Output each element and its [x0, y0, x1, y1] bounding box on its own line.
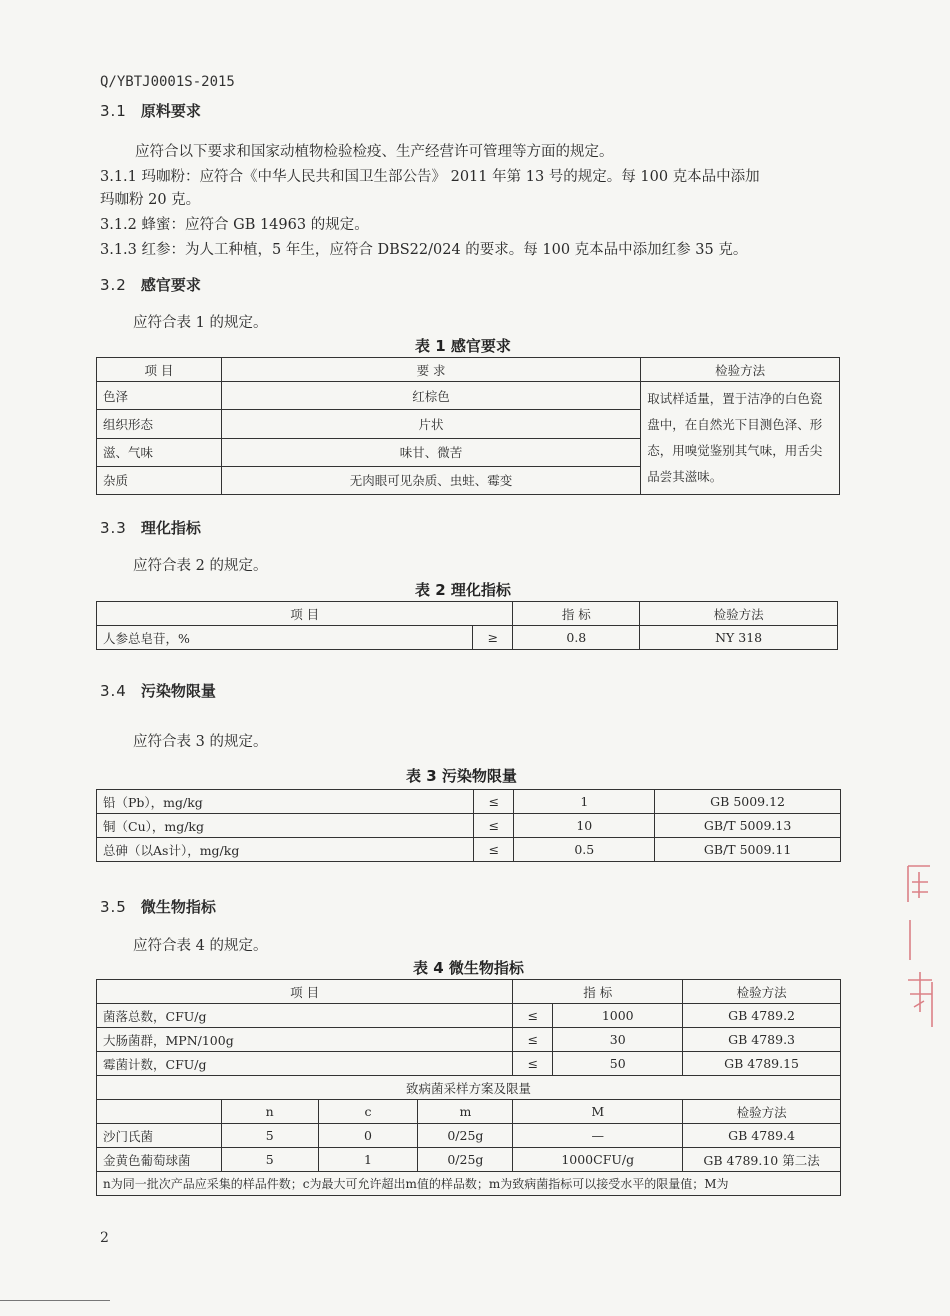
table-3-caption: 表 3 污染物限量 [406, 767, 517, 785]
row-requirement: 无肉眼可见杂质、虫蛀、霉变 [221, 466, 640, 494]
header-method: 检验方法 [641, 358, 840, 382]
row-item: 铅（Pb），mg/kg [97, 790, 474, 814]
item-3-1-1-line1: 3.1.1 玛咖粉：应符合《中华人民共和国卫生部公告》 2011 年第 13 号的规定。每 100 克本品中添加 [100, 169, 760, 185]
document-code: Q/YBTJ0001S-2015 [100, 74, 235, 90]
pathogen-row [97, 1148, 841, 1172]
table-header-row [97, 358, 840, 382]
header-index: 指 标 [513, 980, 683, 1004]
pathogen-header-c: c [318, 1100, 418, 1124]
table-row [97, 382, 840, 410]
pathogen-header-row [97, 1100, 841, 1124]
row-item: 菌落总数，CFU/g [97, 1004, 513, 1028]
header-index: 指 标 [513, 602, 640, 626]
row-item: 铜（Cu），mg/kg [97, 814, 474, 838]
row-value: 0.8 [513, 626, 640, 650]
row-operator: ≤ [474, 814, 514, 838]
row-item: 组织形态 [97, 410, 222, 438]
row-method: NY 318 [640, 626, 838, 650]
section-label: 微生物指标 [140, 898, 216, 916]
pathogen-row [97, 1124, 841, 1148]
row-operator: ≤ [513, 1004, 553, 1028]
header-method: 检验方法 [683, 980, 841, 1004]
section-3-3-heading [100, 517, 201, 538]
table-row [97, 1052, 841, 1076]
table-1-sensory [96, 357, 840, 495]
pathogen-M: — [513, 1124, 683, 1148]
section-3-4-intro: 应符合表 3 的规定。 [133, 734, 268, 750]
table-row [97, 838, 841, 862]
pathogen-c: 1 [318, 1148, 418, 1172]
pathogen-M: 1000CFU/g [513, 1148, 683, 1172]
pathogen-method: GB 4789.10 第二法 [683, 1148, 841, 1172]
pathogen-method: GB 4789.4 [683, 1124, 841, 1148]
section-3-1-heading [100, 100, 201, 121]
section-number: 3.1 [100, 102, 127, 120]
table-4-caption: 表 4 微生物指标 [413, 959, 524, 977]
section-label: 感官要求 [140, 276, 201, 294]
pathogen-title-row [97, 1076, 841, 1100]
table-1-caption: 表 1 感官要求 [415, 337, 511, 355]
row-value: 1 [514, 790, 655, 814]
section-number: 3.2 [100, 276, 127, 294]
row-operator: ≤ [474, 838, 514, 862]
row-item: 滋、气味 [97, 438, 222, 466]
row-requirement: 味甘、微苦 [221, 438, 640, 466]
table-row [97, 1028, 841, 1052]
pathogen-title: 致病菌采样方案及限量 [97, 1076, 841, 1100]
item-3-1-3: 3.1.3 红参：为人工种植，5 年生，应符合 DBS22/024 的要求。每 100 克本品中添加红参 35 克。 [100, 242, 748, 258]
section-3-4-heading [100, 680, 216, 701]
section-3-5-heading [100, 896, 216, 917]
section-3-2-heading [100, 274, 201, 295]
table-note: n为同一批次产品应采集的样品件数；c为最大可允许超出m值的样品数；m为致病菌指标可以接受水平的限量值；M为 [97, 1172, 841, 1196]
row-operator: ≥ [473, 626, 513, 650]
row-item: 人参总皂苷，% [97, 626, 473, 650]
table-header-row [97, 980, 841, 1004]
table-3-contaminants [96, 789, 841, 862]
section-number: 3.5 [100, 898, 127, 916]
row-item: 杂质 [97, 466, 222, 494]
row-method: GB/T 5009.11 [655, 838, 841, 862]
section-number: 3.3 [100, 519, 127, 537]
row-value: 50 [553, 1052, 683, 1076]
pathogen-header-n: n [221, 1100, 318, 1124]
pathogen-m: 0/25g [418, 1124, 513, 1148]
table-4-microbial [96, 979, 841, 1196]
section-3-2-intro: 应符合表 1 的规定。 [133, 315, 268, 331]
row-item: 大肠菌群，MPN/100g [97, 1028, 513, 1052]
header-item: 项 目 [97, 358, 222, 382]
table-row [97, 814, 841, 838]
section-number: 3.4 [100, 682, 127, 700]
row-item: 霉菌计数，CFU/g [97, 1052, 513, 1076]
row-operator: ≤ [474, 790, 514, 814]
table-header-row [97, 602, 838, 626]
row-item: 色泽 [97, 382, 222, 410]
pathogen-n: 5 [221, 1148, 318, 1172]
row-requirement: 片状 [221, 410, 640, 438]
row-value: 10 [514, 814, 655, 838]
pathogen-name: 金黄色葡萄球菌 [97, 1148, 222, 1172]
pathogen-m: 0/25g [418, 1148, 513, 1172]
row-item: 总砷（以As计），mg/kg [97, 838, 474, 862]
header-requirement: 要 求 [221, 358, 640, 382]
row-operator: ≤ [513, 1052, 553, 1076]
page-number: 2 [100, 1230, 109, 1246]
sensory-method: 取试样适量，置于洁净的白色瓷盘中，在自然光下目测色泽、形态，用嗅觉鉴别其气味，用舌尖品尝其滋味。 [641, 382, 840, 495]
section-3-3-intro: 应符合表 2 的规定。 [133, 558, 268, 574]
header-item: 项 目 [97, 980, 513, 1004]
pathogen-n: 5 [221, 1124, 318, 1148]
row-value: 0.5 [514, 838, 655, 862]
table-row [97, 626, 838, 650]
item-3-1-1-line2: 玛咖粉 20 克。 [100, 192, 201, 208]
section-label: 原料要求 [140, 102, 201, 120]
section-3-5-intro: 应符合表 4 的规定。 [133, 938, 268, 954]
row-method: GB/T 5009.13 [655, 814, 841, 838]
section-label: 理化指标 [140, 519, 201, 537]
pathogen-header-blank [97, 1100, 222, 1124]
row-method: GB 4789.2 [683, 1004, 841, 1028]
row-method: GB 4789.15 [683, 1052, 841, 1076]
pathogen-name: 沙门氏菌 [97, 1124, 222, 1148]
header-item: 项 目 [97, 602, 513, 626]
table-2-physchem [96, 601, 838, 650]
pathogen-header-m: m [418, 1100, 513, 1124]
table-row [97, 1004, 841, 1028]
section-label: 污染物限量 [140, 682, 216, 700]
row-operator: ≤ [513, 1028, 553, 1052]
pathogen-c: 0 [318, 1124, 418, 1148]
table-2-caption: 表 2 理化指标 [415, 581, 511, 599]
row-value: 30 [553, 1028, 683, 1052]
row-value: 1000 [553, 1004, 683, 1028]
section-3-1-intro: 应符合以下要求和国家动植物检验检疫、生产经营许可管理等方面的规定。 [135, 144, 614, 160]
seal-stamp-icon [902, 862, 942, 1032]
table-row [97, 790, 841, 814]
footer-rule [0, 1300, 110, 1301]
item-3-1-2: 3.1.2 蜂蜜：应符合 GB 14963 的规定。 [100, 217, 369, 233]
row-method: GB 5009.12 [655, 790, 841, 814]
row-method: GB 4789.3 [683, 1028, 841, 1052]
note-row [97, 1172, 841, 1196]
row-requirement: 红棕色 [221, 382, 640, 410]
pathogen-header-method: 检验方法 [683, 1100, 841, 1124]
pathogen-header-M: M [513, 1100, 683, 1124]
header-method: 检验方法 [640, 602, 838, 626]
